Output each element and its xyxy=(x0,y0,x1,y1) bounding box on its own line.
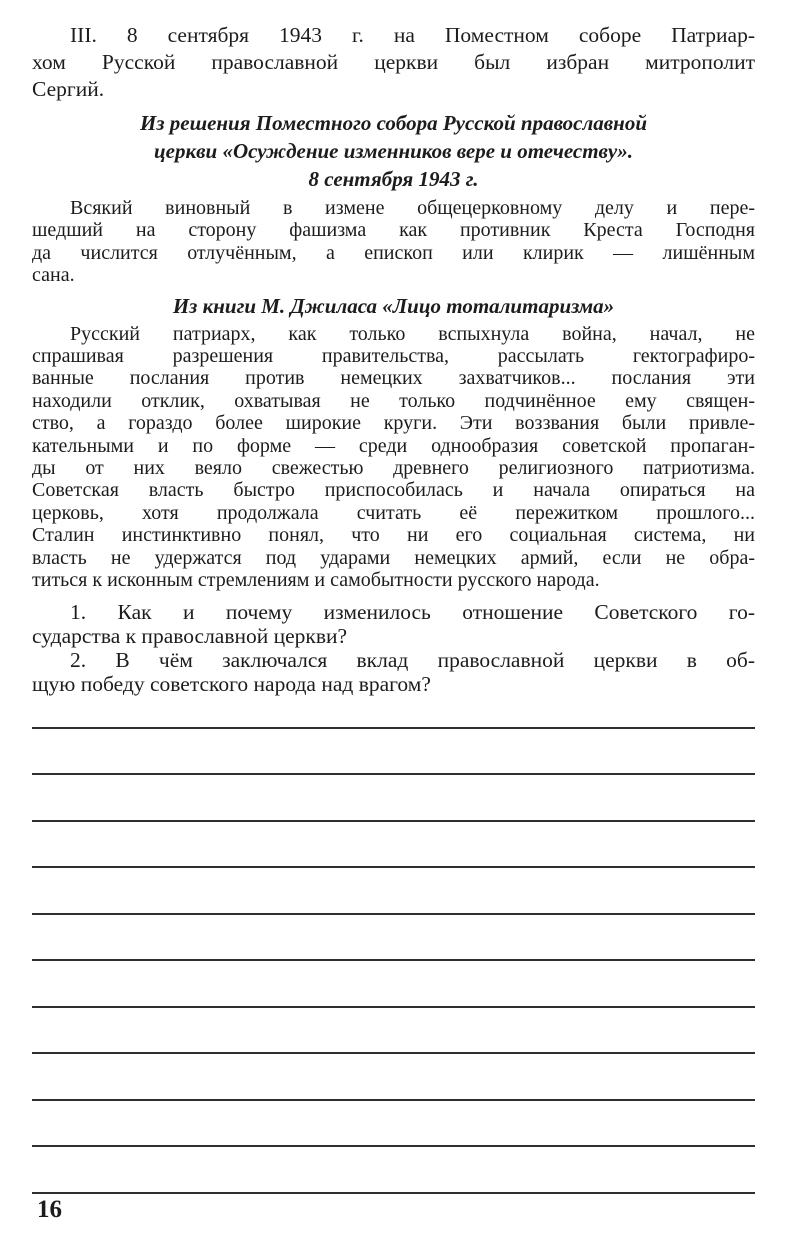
question-2 xyxy=(32,648,755,697)
answer-line xyxy=(32,697,755,729)
answer-line xyxy=(32,729,755,776)
source1-heading-line: церкви «Осуждение изменников вере и отечеству». xyxy=(154,139,633,163)
answer-line xyxy=(32,961,755,1008)
answer-line xyxy=(32,822,755,869)
source2-line: ды от них веяло свежестью древнего религиозного патриотизма. xyxy=(32,457,755,480)
source2-line: находили отклик, охватывая не только подчинённое ему священ- xyxy=(32,389,755,412)
source2-line: ванные послания против немецких захватчиков... послания эти xyxy=(32,367,755,390)
source2-heading-line: Из книги М. Джиласа «Лицо тоталитаризма» xyxy=(172,293,615,318)
text-column xyxy=(32,0,755,697)
source2-line: власть не удержатся под ударами немецких армий, если не обра- xyxy=(32,546,755,569)
source2-line: Русский патриарх, как только вспыхнула война, начал, не xyxy=(70,322,755,345)
source2-line: спрашивая разрешения правительства, рассылать гектографиро- xyxy=(32,345,755,368)
source1-line: Всякий виновный в измене общецерковному делу и пере- xyxy=(70,197,755,219)
intro-line: хом Русской православной церкви был избран митрополит xyxy=(32,50,755,74)
answer-line xyxy=(32,1147,755,1194)
source2-line: церковь, хотя продолжала считать её пережитком прошлого... xyxy=(32,501,755,524)
source1-line: сана. xyxy=(32,264,75,287)
source2-line: титься к исконным стремлениям и самобытности русского народа. xyxy=(32,569,600,592)
answer-line xyxy=(32,1101,755,1148)
answer-line xyxy=(32,1054,755,1101)
source1-heading xyxy=(32,109,755,193)
source2-line: кательными и по форме — среди однообразия советской пропаган- xyxy=(32,434,755,457)
source1-paragraph xyxy=(32,197,755,287)
source1-line: да числится отлучённым, а епископ или клирик — лишённым xyxy=(32,241,755,264)
answer-lines xyxy=(32,697,755,1194)
source1-line: шедший на сторону фашизма как противник Креста Господня xyxy=(32,219,755,242)
question-1 xyxy=(32,600,755,649)
answer-line xyxy=(32,775,755,822)
question-1-line: 1. Как и почему изменилось отношение Советского го- xyxy=(70,599,755,624)
question-2-line: 2. В чём заключался вклад православной церкви в об- xyxy=(70,648,755,673)
source2-line: ство, а гораздо более широкие круги. Эти воззвания были привле- xyxy=(32,412,755,435)
source1-heading-line: Из решения Поместного собора Русской православной xyxy=(139,111,647,135)
questions-section xyxy=(32,600,755,697)
source2-line: Советская власть быстро приспособилась и начала опираться на xyxy=(32,479,755,502)
answer-line xyxy=(32,868,755,915)
source2-paragraph xyxy=(32,323,755,592)
source2-line: Сталин инстинктивно понял, что ни его социальная система, ни xyxy=(32,524,755,547)
question-1-line: сударства к православной церкви? xyxy=(32,623,348,648)
question-2-line: щую победу советского народа над врагом? xyxy=(32,672,431,697)
answer-line xyxy=(32,915,755,962)
intro-paragraph xyxy=(32,22,755,103)
source1-heading-line: 8 сентября 1943 г. xyxy=(308,167,479,191)
page-number: 16 xyxy=(37,1196,62,1223)
source2-heading xyxy=(32,293,755,319)
intro-line: Сергий. xyxy=(32,77,105,101)
answer-line xyxy=(32,1008,755,1055)
intro-line: III. 8 сентября 1943 г. на Поместном соборе Патриар- xyxy=(70,23,755,47)
